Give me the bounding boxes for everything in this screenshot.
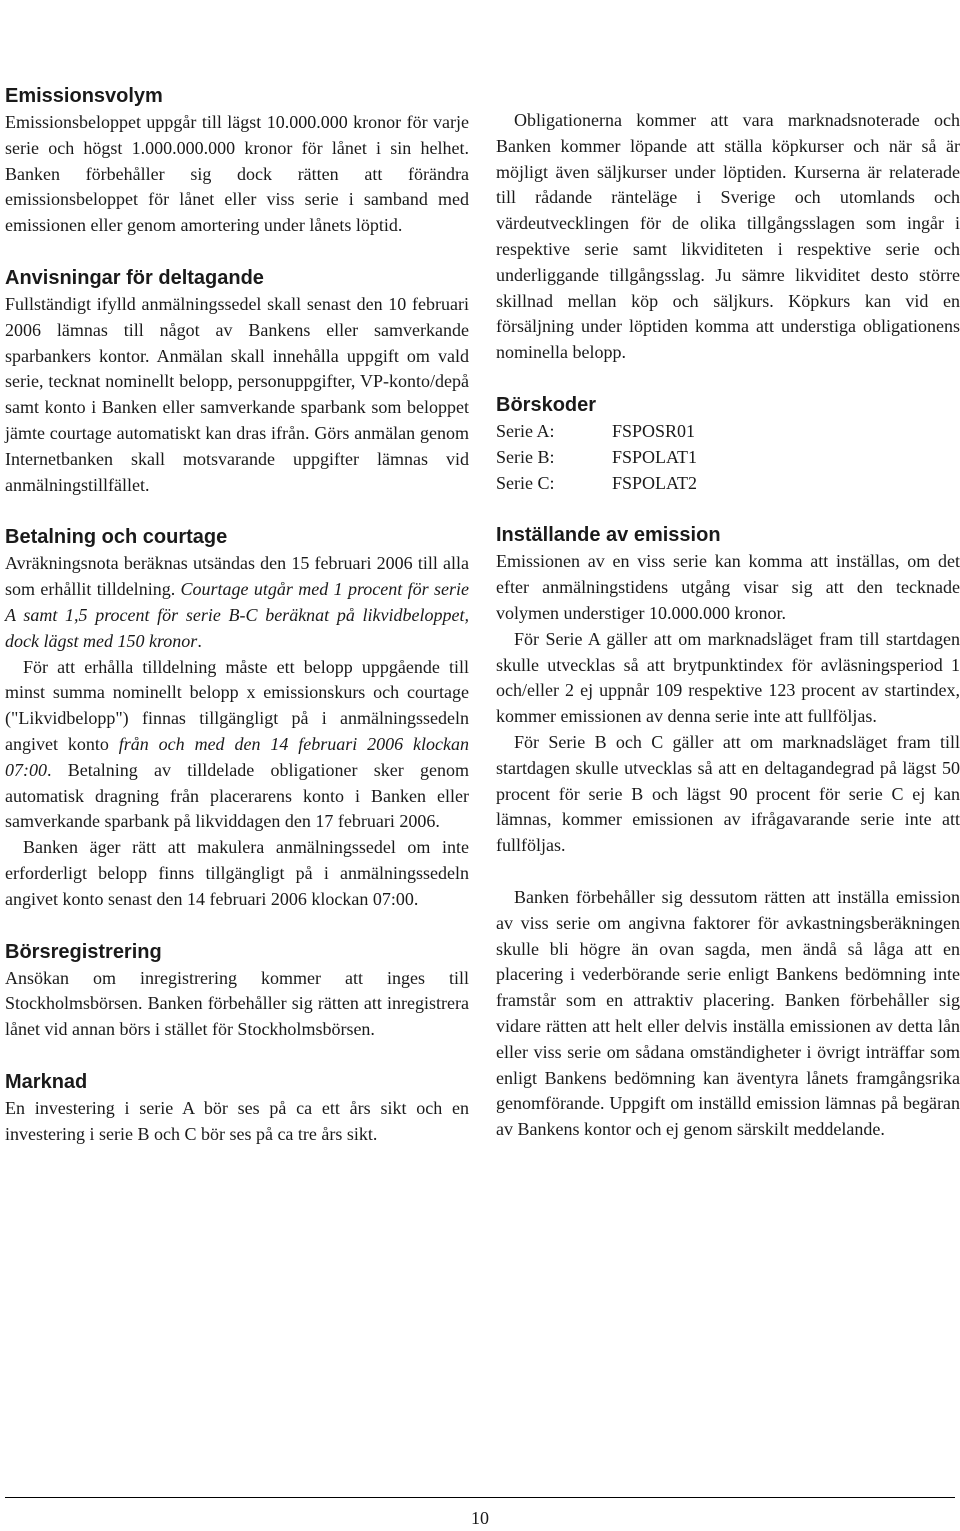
right-column <box>496 108 960 1168</box>
left-column <box>5 82 469 1173</box>
borskod-value: FSPOLAT2 <box>612 472 698 493</box>
betalning-p1-end: . <box>197 630 202 651</box>
text-installande-p2: För Serie A gäller att om marknadsläget fram till startdagen skulle utvecklas så att brytpunktindex för avläsningsperiod 1 och/eller 2 ej uppnår 109 respektive 123 procent av startindex, kommer emissionen av denna serie inte att fullföljas. <box>496 628 960 727</box>
borskod-row <box>496 471 960 497</box>
borskod-value: FSPOLAT1 <box>612 446 698 467</box>
heading-betalning: Betalning och courtage <box>5 526 228 549</box>
text-betalning-p3: Banken äger rätt att makulera anmälningssedel om inte erforderligt belopp finns tillgängligt på i anmälningssedeln angivet konto senast den 14 februari 2006 klockan 07:00. <box>5 837 469 909</box>
borskod-value: FSPOSR01 <box>612 420 696 441</box>
borskod-label: Serie A: <box>496 420 555 441</box>
betalning-p2-b: . Betalning av tilldelade obligationer sker genom automatisk dragning från placerarens konto i Banken eller samverkande sparbank på likviddagen den 17 februari 2006. <box>5 759 469 832</box>
page-number: 10 <box>471 1508 489 1528</box>
heading-borskoder: Börskoder <box>496 393 597 416</box>
text-installande-p3: För Serie B och C gäller att om marknadsläget fram till startdagen skulle utvecklas så att en deltagandegrad på lägst 50 procent för serie B och lägst 90 procent för serie C ej kan lämnas, kommer emissionen av ifrågavarande serie inte att fullföljas. <box>496 731 960 856</box>
borskod-row <box>496 419 960 445</box>
section-borskoder <box>496 391 960 496</box>
text-betalning-p1 <box>5 551 469 654</box>
heading-installande: Inställande av emission <box>496 524 721 547</box>
borskoder-list <box>496 419 960 496</box>
text-obligationer: Obligationerna kommer att vara marknadsnoterade och Banken kommer löpande att ställa köpkurser och när så är möjligt även säljkurser under löptiden. Kurserna är relaterade till rådande ränteläge i Sverige och utomlands och värdeutvecklingen för de olika tillgångsslagen som ingår i respektive serie samt likviditeten i respektive serie och underliggande tillgångsslag. Ju sämre likviditet desto större skillnad mellan köp och säljkurs. Köpkurs kan vid en försäljning under löptiden komma att understiga obligationens nominella belopp. <box>496 110 960 363</box>
text-borsregistrering: Ansökan om inregistrering kommer att inges till Stockholmsbörsen. Banken förbehåller sig rätten att inregistrera lånet vid annan börs i stället för Stockholmsbörsen. <box>5 967 469 1040</box>
heading-anvisningar: Anvisningar för deltagande <box>5 266 264 289</box>
section-anvisningar <box>5 264 469 498</box>
heading-emissionsvolym: Emissionsvolym <box>5 85 163 107</box>
section-obligationer <box>496 108 960 366</box>
text-installande-p4: Banken förbehåller sig dessutom rätten att inställa emission av viss serie om angivna faktorer för avkastningsberäkningen skulle bli högre än ovan sagda, men ändå så låga att en placering i vederbörande serie enligt Bankens bedömning inte framstår som en attraktiv placering. Banken förbehåller sig vidare rätten att helt eller delvis inställa emissionen av detta lån eller viss serie om sådana omständigheter i övrigt inträffar som enligt Bankens bedömning kan äventyra lånets framgångsrika genomförande. Uppgift om inställd emission lämnas på begäran av Bankens kontor och ej genom särskilt meddelande. <box>496 886 960 1140</box>
text-marknad: En investering i serie A bör ses på ca ett års sikt och en investering i serie B och C bör ses på ca tre års sikt. <box>5 1097 469 1144</box>
heading-borsregistrering: Börsregistrering <box>5 940 162 963</box>
betalning-p2-italic: från och med den 14 februari 2006 klockan 07:00 <box>5 733 469 780</box>
section-marknad <box>5 1068 469 1148</box>
text-anvisningar: Fullständigt ifylld anmälningssedel skall senast den 10 februari 2006 lämnas till något av Bankens eller samverkande sparbankers kontor. Anmälan skall innehålla uppgift om vald serie, tecknat nominellt belopp, personuppgifter, VP-konto/depå samt konto i Banken eller samverkande sparbank som beloppet jämte courtage automatiskt kan dras ifrån. Görs anmälan genom Internetbanken skall motsvarande uppgifter lämnas vid anmälningstillfället. <box>5 293 469 495</box>
borskod-label: Serie C: <box>496 472 555 493</box>
betalning-p1-plain: Avräkningsnota beräknas utsändas den 15 februari 2006 till alla som erhållit tilldelning. <box>5 553 469 600</box>
footer-divider <box>5 1497 955 1498</box>
section-borsregistrering <box>5 938 469 1043</box>
betalning-p2-a: För att erhålla tilldelning måste ett belopp uppgående till minst summa nominellt belopp x emissionskurs och courtage ("Likvidbelopp") finnas tillgängligt på i anmälningssedeln angivet konto <box>5 656 469 754</box>
section-betalning <box>5 523 469 912</box>
borskod-label: Serie B: <box>496 446 555 467</box>
text-installande-p1: Emissionen av en viss serie kan komma att inställas, om det efter anmälningstidens utgång visar sig att den tecknade volymen understiger 10.000.000 kronor. <box>496 551 960 623</box>
heading-marknad: Marknad <box>5 1070 88 1093</box>
section-installande <box>496 521 960 1143</box>
section-emissionsvolym <box>5 82 469 239</box>
borskod-row <box>496 445 960 471</box>
paragraph-gap <box>496 859 960 885</box>
betalning-p1-italic: Courtage utgår med 1 procent för serie A samt 1,5 procent för serie B-C beräknat på likvidbeloppet, dock lägst med 150 kronor <box>5 579 469 651</box>
text-emissionsvolym: Emissionsbeloppet uppgår till lägst 10.000.000 kronor för varje serie och högst 1.000.000.000 kronor för lånet i sin helhet. Banken förbehåller sig dock rätten att förändra emissionsbeloppet för lånet eller viss serie i samband med emissionen eller genom amortering under lånets löptid. <box>5 112 469 236</box>
text-betalning-p2 <box>5 655 469 836</box>
